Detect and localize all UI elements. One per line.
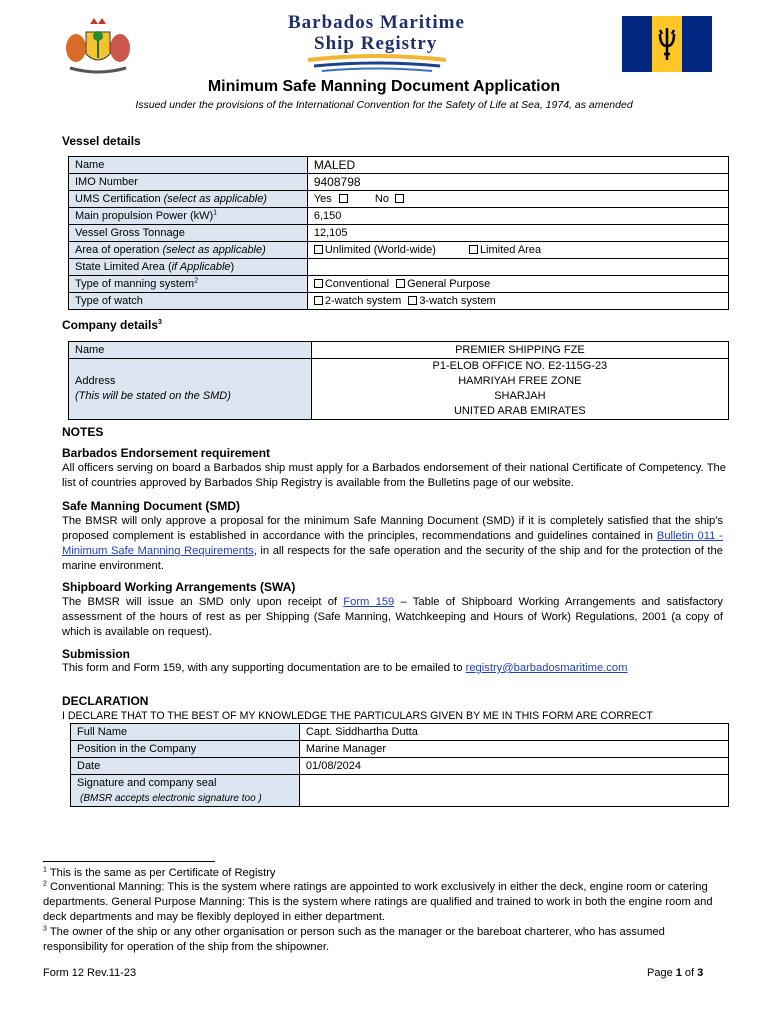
ums-yes-checkbox[interactable] [339, 194, 348, 203]
general-purpose-label: General Purpose [407, 278, 491, 290]
table-row [69, 157, 729, 174]
notes-heading: NOTES [62, 425, 104, 439]
general-purpose-checkbox[interactable] [396, 279, 405, 288]
logo-line-1: Barbados Maritime [288, 12, 465, 33]
table-row [69, 191, 729, 208]
two-watch-label: 2-watch system [324, 295, 402, 307]
company-details-table [68, 341, 729, 420]
company-name-field[interactable]: PREMIER SHIPPING FZE [311, 342, 728, 359]
full-name-label: Full Name [71, 724, 300, 741]
table-row [69, 259, 729, 276]
signature-field[interactable] [299, 775, 728, 807]
state-limited-field[interactable] [307, 259, 728, 276]
tonnage-field[interactable]: 12,105 [307, 225, 728, 242]
footnote-divider [43, 861, 215, 862]
logo-line-2: Ship Registry [314, 33, 438, 54]
company-name-label: Name [69, 342, 312, 359]
table-row [69, 208, 729, 225]
manning-options [307, 276, 728, 293]
ums-no-label: No [374, 193, 389, 205]
vessel-details-heading: Vessel details [62, 134, 141, 148]
table-row [71, 741, 729, 758]
endorsement-text: All officers serving on board a Barbados ship must apply for a Barbados endorsement of their national Certificate of Competency. The list of countries approved by Barbados Ship Registry is available from the Bulletins page of our website. [62, 462, 726, 489]
watch-options [307, 293, 728, 310]
form-id: Form 12 Rev.11-23 [43, 967, 137, 979]
area-label: Area of operation (select as applicable) [69, 242, 308, 259]
signature-label: Signature and company seal (BMSR accepts electronic signature too ) [71, 775, 300, 807]
position-label: Position in the Company [71, 741, 300, 758]
power-field[interactable]: 6,150 [307, 208, 728, 225]
table-row [71, 758, 729, 775]
table-row [69, 225, 729, 242]
conventional-label: Conventional [324, 278, 390, 290]
submission-text: This form and Form 159, with any supporting documentation are to be emailed to registry@barbadosmaritime.com [62, 662, 628, 674]
date-label: Date [71, 758, 300, 775]
vessel-details-table [68, 156, 729, 310]
three-watch-checkbox[interactable] [408, 296, 417, 305]
position-field[interactable]: Marine Manager [299, 741, 728, 758]
conventional-checkbox[interactable] [314, 279, 323, 288]
bulletin-011-link[interactable]: Bulletin 011 - Minimum Safe Manning Requirements [62, 530, 723, 557]
table-row [69, 242, 729, 259]
power-label: Main propulsion Power (kW)$^1$ [69, 208, 308, 225]
ums-label: UMS Certification (select as applicable) [69, 191, 308, 208]
page-title: Minimum Safe Manning Document Application [207, 78, 561, 95]
smd-heading: Safe Manning Document (SMD) [62, 499, 241, 513]
declaration-heading: DECLARATION [62, 694, 149, 708]
table-row [71, 724, 729, 741]
vessel-name-field[interactable]: MALED [307, 157, 728, 174]
ums-no-checkbox[interactable] [395, 194, 404, 203]
imo-label: IMO Number [69, 174, 308, 191]
footnote-2: $^2$ Conventional Manning: This is the system where ratings are appointed to work exclusively in either the deck, engine room or catering departments. General Purpose Manning: This is the system where ratings are qualified and trained to work in both the engine room and deck departments and may be flexibly deployed in either department. [43, 880, 713, 923]
wave-icon [306, 54, 448, 74]
registry-email-link[interactable]: registry@barbadosmaritime.com [465, 662, 628, 674]
three-watch-label: 3-watch system [419, 295, 496, 307]
address-field[interactable]: P1-ELOB OFFICE NO. E2-115G-23 HAMRIYAH FREE ZONE SHARJAH UNITED ARAB EMIRATES [311, 359, 728, 420]
state-limited-label: State Limited Area (if Applicable) [69, 259, 308, 276]
endorsement-heading: Barbados Endorsement requirement [62, 446, 271, 460]
page-subtitle: Issued under the provisions of the International Convention for the Safety of Life at Sea, 1974, as amended [135, 99, 633, 111]
tonnage-label: Vessel Gross Tonnage [69, 225, 308, 242]
swa-heading: Shipboard Working Arrangements (SWA) [62, 580, 296, 594]
footnote-1: $^1$ This is the same as per Certificate of Registry [43, 866, 276, 879]
table-row [71, 775, 729, 807]
table-row [69, 342, 729, 359]
coat-of-arms-icon [56, 14, 140, 78]
barbados-flag-icon [622, 16, 712, 72]
table-row [69, 293, 729, 310]
vessel-name-label: Name [69, 157, 308, 174]
watch-label: Type of watch [69, 293, 308, 310]
area-options [307, 242, 728, 259]
form-159-link[interactable]: Form 159 [343, 596, 395, 608]
two-watch-checkbox[interactable] [314, 296, 323, 305]
table-row [69, 276, 729, 293]
smd-text: The BMSR will only approve a proposal for the minimum Safe Manning Document (SMD) if it is completely satisfied that the ship's proposed complement is established in accordance with the principles, recommendations and guidelines contained in Bulletin 011 - Minimum Safe Manning Requirements, in all respects for the safe operation and the security of the ship and for the protection of the marine environment. [62, 515, 723, 572]
declaration-statement: I DECLARE THAT TO THE BEST OF MY KNOWLEDGE THE PARTICULARS GIVEN BY ME IN THIS FORM ARE CORRECT [62, 710, 653, 722]
table-row [69, 174, 729, 191]
page-number: Page 1 of 3 [647, 967, 704, 979]
company-details-heading: Company details$^3$ [62, 318, 162, 332]
table-row [69, 359, 729, 420]
registry-logo [270, 12, 496, 76]
imo-field[interactable]: 9408798 [307, 174, 728, 191]
address-label: Address (This will be stated on the SMD) [69, 359, 312, 420]
unlimited-label: Unlimited (World-wide) [324, 244, 436, 256]
date-field[interactable]: 01/08/2024 [299, 758, 728, 775]
swa-text: The BMSR will issue an SMD only upon receipt of Form 159 – Table of Shipboard Working Arrangements and satisfactory assessment of the hours of rest as per Shipping (Safe Manning, Watchkeeping and Hours of Work) Regulations, 2001 (a copy of which is available on request). [62, 596, 724, 638]
declaration-table [70, 723, 729, 807]
limited-area-label: Limited Area [479, 244, 542, 256]
ums-options [307, 191, 728, 208]
limited-area-checkbox[interactable] [469, 245, 478, 254]
full-name-field[interactable]: Capt. Siddhartha Dutta [299, 724, 728, 741]
manning-label: Type of manning system$^2$ [69, 276, 308, 293]
footnote-3: $^3$ The owner of the ship or any other organisation or person such as the manager or the bareboat charterer, who has assumed responsibility for operation of the ship from the shipowner. [43, 925, 665, 953]
submission-heading: Submission [62, 647, 131, 661]
ums-yes-label: Yes [313, 193, 332, 205]
unlimited-checkbox[interactable] [314, 245, 323, 254]
